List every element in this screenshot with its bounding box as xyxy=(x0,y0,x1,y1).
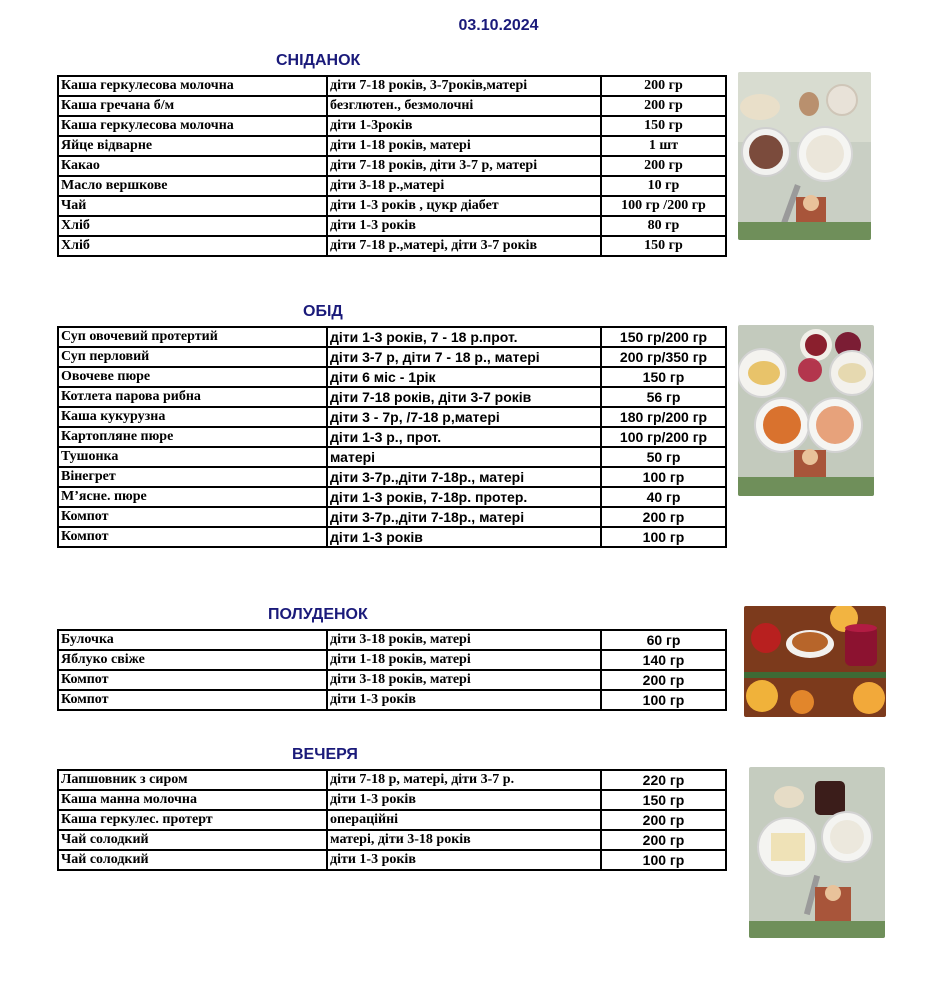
dish-name: Котлета парова рибна xyxy=(58,387,327,407)
table-row xyxy=(58,387,726,407)
dish-recipients: діти 3-18 років, матері xyxy=(327,670,601,690)
table-row xyxy=(58,367,726,387)
dish-name: Вінегрет xyxy=(58,467,327,487)
section-title-dinner: ВЕЧЕРЯ xyxy=(292,746,358,763)
dish-portion: 60 гр xyxy=(601,630,726,650)
dish-name: Каша геркулесова молочна xyxy=(58,116,327,136)
section-title-lunch: ОБІД xyxy=(303,303,343,320)
dish-recipients: діти 1-3 років, 7 - 18 р.прот. xyxy=(327,327,601,347)
dish-recipients: діти 1-3 років, 7-18р. протер. xyxy=(327,487,601,507)
dish-recipients: діти 3 - 7р, /7-18 р,матері xyxy=(327,407,601,427)
table-row xyxy=(58,467,726,487)
dish-name: Масло вершкове xyxy=(58,176,327,196)
table-row xyxy=(58,850,726,870)
dinner-photo xyxy=(749,767,885,938)
dish-recipients: діти 7-18 років, діти 3-7 р, матері xyxy=(327,156,601,176)
dish-name: Хліб xyxy=(58,236,327,256)
table-row xyxy=(58,327,726,347)
dish-recipients: діти 7-18 років, діти 3-7 років xyxy=(327,387,601,407)
section-title-breakfast: СНІДАНОК xyxy=(276,52,361,69)
dish-recipients: діти 1-18 років, матері xyxy=(327,650,601,670)
table-row xyxy=(58,236,726,256)
dish-recipients: безглютен., безмолочні xyxy=(327,96,601,116)
table-row xyxy=(58,407,726,427)
table-row xyxy=(58,116,726,136)
dish-recipients: діти 3-18 років, матері xyxy=(327,630,601,650)
snack-table xyxy=(57,629,727,711)
dish-recipients: діти 1-18 років, матері xyxy=(327,136,601,156)
dish-name: Лапшовник з сиром xyxy=(58,770,327,790)
menu-date: 03.10.2024 xyxy=(458,17,539,34)
table-row xyxy=(58,447,726,467)
dish-portion: 200 гр xyxy=(601,96,726,116)
lunch-photo xyxy=(738,325,874,496)
dish-name: Каша геркулес. протерт xyxy=(58,810,327,830)
breakfast-photo xyxy=(738,72,871,240)
dish-recipients: діти 6 міс - 1рік xyxy=(327,367,601,387)
dish-name: Яблуко свіже xyxy=(58,650,327,670)
dish-recipients: діти 1-3 років xyxy=(327,850,601,870)
dish-portion: 150 гр/200 гр xyxy=(601,327,726,347)
dish-recipients: діти 1-3 р., прот. xyxy=(327,427,601,447)
dish-name: Каша гречана б/м xyxy=(58,96,327,116)
table-row xyxy=(58,96,726,116)
dish-portion: 100 гр xyxy=(601,467,726,487)
dish-name: Суп перловий xyxy=(58,347,327,367)
dish-portion: 150 гр xyxy=(601,790,726,810)
dish-portion: 1 шт xyxy=(601,136,726,156)
dish-portion: 200 гр/350 гр xyxy=(601,347,726,367)
dish-portion: 50 гр xyxy=(601,447,726,467)
lunch-table xyxy=(57,326,727,548)
dish-recipients: діти 1-3 років xyxy=(327,790,601,810)
table-row xyxy=(58,176,726,196)
dish-portion: 200 гр xyxy=(601,156,726,176)
dish-name: Яйце відварне xyxy=(58,136,327,156)
dish-portion: 150 гр xyxy=(601,236,726,256)
table-row xyxy=(58,427,726,447)
dish-recipients: діти 3-18 р.,матері xyxy=(327,176,601,196)
dish-recipients: діти 1-3 років , цукр діабет xyxy=(327,196,601,216)
table-row xyxy=(58,670,726,690)
dinner-table xyxy=(57,769,727,871)
dish-name: Овочеве пюре xyxy=(58,367,327,387)
dish-recipients: діти 1-3 років xyxy=(327,527,601,547)
table-row xyxy=(58,650,726,670)
dish-portion: 100 гр xyxy=(601,850,726,870)
dish-portion: 200 гр xyxy=(601,670,726,690)
dish-name: Булочка xyxy=(58,630,327,650)
dish-name: Чай xyxy=(58,196,327,216)
dish-recipients: діти 1-3років xyxy=(327,116,601,136)
dish-name: Каша геркулесова молочна xyxy=(58,76,327,96)
dish-recipients: діти 7-18 років, 3-7років,матері xyxy=(327,76,601,96)
dish-portion: 80 гр xyxy=(601,216,726,236)
dish-recipients: операційні xyxy=(327,810,601,830)
table-row xyxy=(58,76,726,96)
dish-name: Каша манна молочна xyxy=(58,790,327,810)
dish-name: Хліб xyxy=(58,216,327,236)
breakfast-table xyxy=(57,75,727,257)
dish-portion: 100 гр xyxy=(601,527,726,547)
dish-portion: 200 гр xyxy=(601,810,726,830)
section-title-snack: ПОЛУДЕНОК xyxy=(268,606,368,623)
dish-name: Чай солодкий xyxy=(58,830,327,850)
dish-portion: 56 гр xyxy=(601,387,726,407)
dish-name: Тушонка xyxy=(58,447,327,467)
dish-portion: 180 гр/200 гр xyxy=(601,407,726,427)
table-row xyxy=(58,690,726,710)
dish-name: М’ясне. пюре xyxy=(58,487,327,507)
dish-portion: 200 гр xyxy=(601,830,726,850)
dish-recipients: діти 7-18 р, матері, діти 3-7 р. xyxy=(327,770,601,790)
dish-name: Картопляне пюре xyxy=(58,427,327,447)
dish-portion: 100 гр/200 гр xyxy=(601,427,726,447)
table-row xyxy=(58,156,726,176)
snack-photo xyxy=(744,606,886,717)
dish-portion: 150 гр xyxy=(601,367,726,387)
dish-portion: 200 гр xyxy=(601,507,726,527)
dish-name: Компот xyxy=(58,507,327,527)
dish-portion: 100 гр xyxy=(601,690,726,710)
table-row xyxy=(58,507,726,527)
dish-name: Компот xyxy=(58,690,327,710)
dish-portion: 40 гр xyxy=(601,487,726,507)
dish-recipients: діти 7-18 р.,матері, діти 3-7 років xyxy=(327,236,601,256)
dish-recipients: діти 3-7р.,діти 7-18р., матері xyxy=(327,467,601,487)
table-row xyxy=(58,347,726,367)
table-row xyxy=(58,770,726,790)
dish-name: Компот xyxy=(58,527,327,547)
dish-recipients: діти 3-7 р, діти 7 - 18 р., матері xyxy=(327,347,601,367)
dish-recipients: матері xyxy=(327,447,601,467)
dish-portion: 140 гр xyxy=(601,650,726,670)
dish-portion: 100 гр /200 гр xyxy=(601,196,726,216)
dish-portion: 220 гр xyxy=(601,770,726,790)
dish-recipients: діти 1-3 років xyxy=(327,216,601,236)
dish-recipients: матері, діти 3-18 років xyxy=(327,830,601,850)
dish-name: Суп овочевий протертий xyxy=(58,327,327,347)
table-row xyxy=(58,216,726,236)
dish-portion: 150 гр xyxy=(601,116,726,136)
dish-name: Компот xyxy=(58,670,327,690)
dish-name: Чай солодкий xyxy=(58,850,327,870)
table-row xyxy=(58,790,726,810)
dish-recipients: діти 3-7р.,діти 7-18р., матері xyxy=(327,507,601,527)
table-row xyxy=(58,196,726,216)
table-row xyxy=(58,527,726,547)
table-row xyxy=(58,136,726,156)
table-row xyxy=(58,487,726,507)
table-row xyxy=(58,830,726,850)
dish-portion: 10 гр xyxy=(601,176,726,196)
dish-name: Каша кукурузна xyxy=(58,407,327,427)
dish-recipients: діти 1-3 років xyxy=(327,690,601,710)
table-row xyxy=(58,630,726,650)
dish-name: Какао xyxy=(58,156,327,176)
table-row xyxy=(58,810,726,830)
dish-portion: 200 гр xyxy=(601,76,726,96)
